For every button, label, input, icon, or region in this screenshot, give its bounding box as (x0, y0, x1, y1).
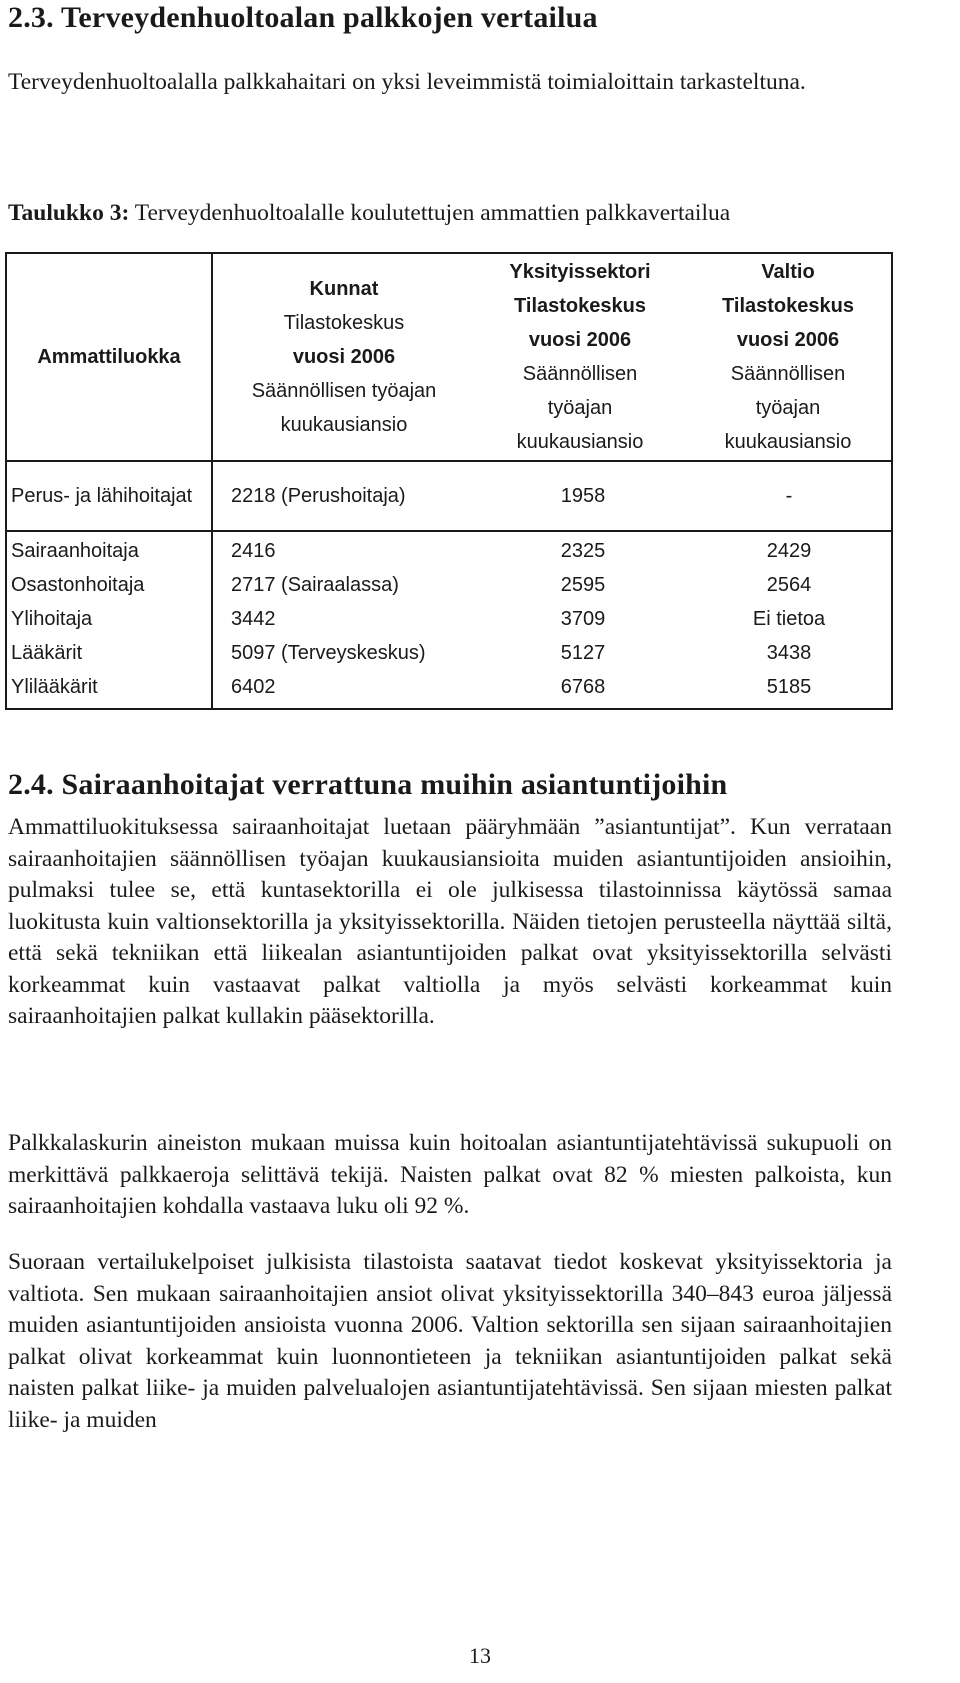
table-row (7, 602, 891, 636)
cell-valtio: 3438 (766, 641, 812, 664)
section-heading-2-3: 2.3. Terveydenhuoltoalan palkkojen vertailua (8, 1, 598, 34)
cell-occupation: Ylilääkärit (11, 676, 98, 698)
header-desc: kuukausiansio (516, 431, 644, 453)
cell-occupation: Ylihoitaja (11, 608, 93, 630)
header-source: Tilastokeskus (722, 295, 854, 317)
cell-valtio: Ei tietoa (752, 607, 826, 630)
cell-yksityissektori: 2595 (560, 573, 606, 596)
cell-yksityissektori: 1958 (560, 484, 606, 507)
cell-yksityissektori: 3709 (560, 607, 606, 630)
header-year: vuosi 2006 (736, 329, 840, 351)
header-year: vuosi 2006 (528, 329, 632, 351)
header-kunnat (213, 254, 475, 460)
header-year: vuosi 2006 (292, 346, 396, 368)
table-header (7, 254, 891, 462)
header-valtio (685, 254, 891, 460)
body-paragraph: Ammattiluokituksessa sairaanhoitajat luetaan pääryhmään ”asiantuntijat”. Kun verrataan sairaanhoitajien säännöllisen työajan kuukausiansioita muiden asiantuntijoiden ansioihin, pulmaksi tulee se, että kuntasektorilla ei ole julkisessa tilastoinnissa käytössä samaa luokitusta kuin valtionsektorilla ja yksityissektorilla. Näiden tietojen perusteella näyttää siltä, että sekä tekniikan että liikealan asiantuntijoiden palkat ovat yksityissektorilla selvästi korkeammat kuin vastaavat palkat valtiolla ja myös selvästi korkeammat kuin sairaanhoitajien palkat kullakin pääsektorilla. (8, 814, 892, 1029)
table-row (7, 534, 891, 568)
table-caption-text: Terveydenhuoltoalalle koulutettujen ammattien palkkavertailua (129, 200, 731, 226)
section-heading-2-4: 2.4. Sairaanhoitajat verrattuna muihin asiantuntijoihin (8, 768, 728, 801)
header-yksityissektori (477, 254, 683, 460)
page-number: 13 (469, 1643, 491, 1668)
table-row (7, 568, 891, 602)
intro-paragraph: Terveydenhuoltoalalla palkkahaitari on yksi leveimmistä toimialoittain tarkasteltuna. (8, 69, 806, 95)
cell-valtio: - (785, 484, 793, 507)
cell-yksityissektori: 5127 (560, 641, 606, 664)
header-ammattiluokka (7, 254, 211, 460)
table-caption (8, 200, 730, 227)
cell-valtio: 2429 (766, 539, 812, 562)
cell-yksityissektori: 2325 (560, 539, 606, 562)
cell-yksityissektori: 6768 (560, 675, 606, 698)
header-desc: työajan (755, 397, 821, 419)
cell-kunnat: 6402 (231, 675, 276, 698)
body-paragraph: Suoraan vertailukelpoiset julkisista tilastoista saatavat tiedot koskevat yksityissektoria ja valtiota. Sen mukaan sairaanhoitajien ansiot olivat yksityissektorilla 340–843 euroa jäljessä muiden asiantuntijoiden ansioista vuonna 2006. Valtion sektorilla sen sijaan sairaanhoitajien palkat olivat korkeammat kuin luonnontieteen ja tekniikan asiantuntijoiden palkat sekä naisten palkat liike- ja muiden palvelualojen asiantuntijatehtävissä. Sen sijaan miesten palkat liike- ja muiden (8, 1249, 892, 1433)
table-caption-label: Taulukko 3: (8, 200, 130, 226)
salary-comparison-table (5, 252, 893, 710)
cell-kunnat: 3442 (231, 607, 276, 630)
cell-kunnat: 2218 (Perushoitaja) (231, 484, 406, 507)
cell-valtio: 2564 (766, 573, 812, 596)
header-desc: kuukausiansio (280, 414, 408, 436)
header-desc: työajan (547, 397, 613, 419)
header-title: Valtio (761, 261, 815, 283)
cell-occupation: Lääkärit (11, 642, 83, 664)
header-title: Kunnat (309, 278, 379, 300)
cell-occupation: Osastonhoitaja (11, 574, 145, 596)
cell-kunnat: 5097 (Terveyskeskus) (231, 641, 426, 664)
cell-occupation: Sairaanhoitaja (11, 540, 139, 562)
table-row (7, 636, 891, 670)
table-row (7, 670, 891, 704)
cell-occupation: Perus- ja lähihoitajat (11, 485, 193, 507)
cell-kunnat: 2416 (231, 539, 276, 562)
cell-valtio: 5185 (766, 675, 812, 698)
header-title: Ammattiluokka (37, 346, 181, 368)
header-desc: kuukausiansio (724, 431, 852, 453)
header-source: Tilastokeskus (283, 312, 405, 334)
header-source: Tilastokeskus (514, 295, 646, 317)
body-paragraph: Palkkalaskurin aineiston mukaan muissa kuin hoitoalan asiantuntijatehtävissä sukupuoli on merkittävä palkkaeroja selittävä tekijä. Naisten palkat ovat 82 % miesten palkoista, kun sairaanhoitajien kohdalla vastaava luku oli 92 %. (8, 1130, 892, 1219)
cell-kunnat: 2717 (Sairaalassa) (231, 573, 399, 596)
table-row (7, 462, 891, 532)
header-desc: Säännöllisen (522, 363, 638, 385)
header-desc: Säännöllisen (730, 363, 846, 385)
header-desc: Säännöllisen työajan (251, 380, 437, 402)
header-title: Yksityissektori (509, 261, 651, 283)
